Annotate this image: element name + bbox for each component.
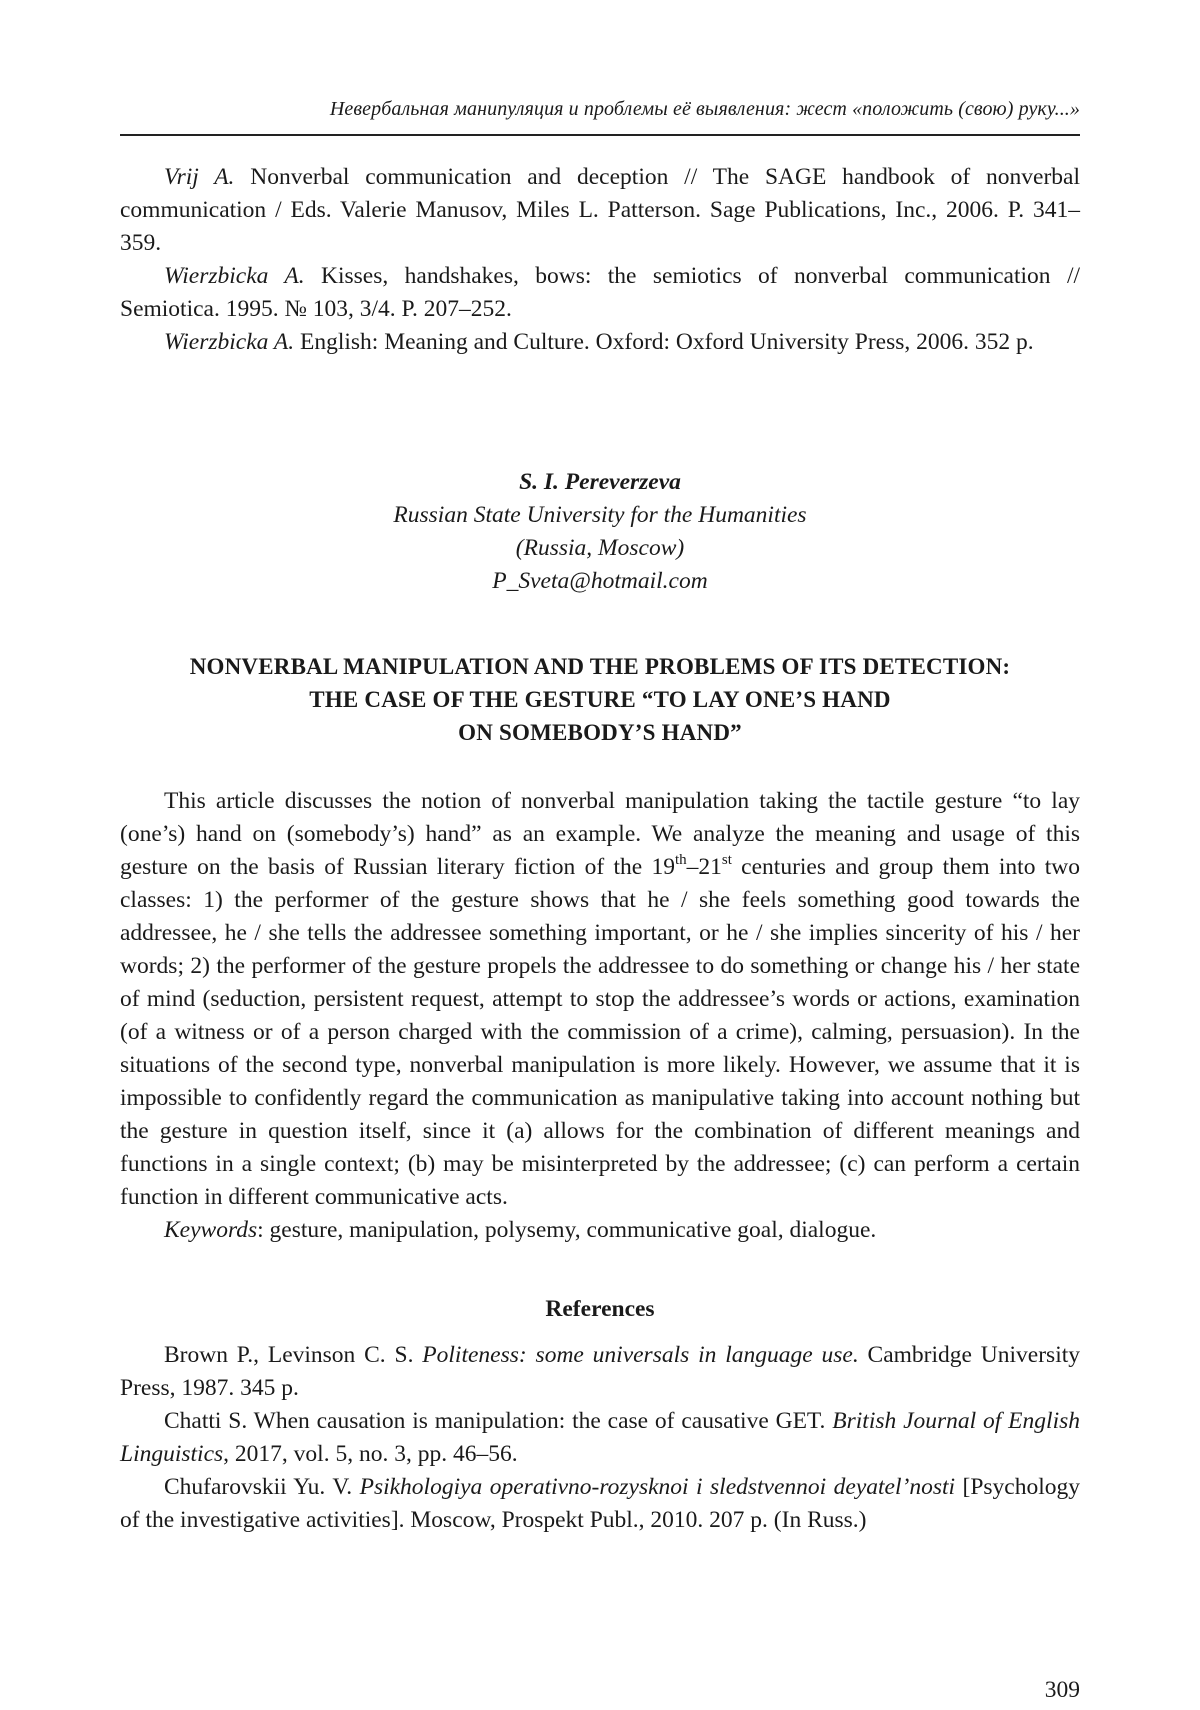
abstract [120,785,1080,1247]
author-institution: Russian State University for the Humanities [393,502,807,528]
author-name: S. I. Pereverzeva [519,469,681,495]
reference-author: Wierzbicka A. [164,263,305,289]
page-number: 309 [1044,1677,1080,1703]
abstract-text: –21 [686,854,722,880]
title-line: THE CASE OF THE GESTURE “TO LAY ONE’S HAND [309,687,891,712]
reference-text: English: Meaning and Culture. Oxford: Oxford University Press, 2006. 352 p. [294,329,1034,355]
reference-author: Vrij A. [164,164,235,190]
reference-text: , 2017, vol. 5, no. 3, pp. 46–56. [223,1441,518,1467]
reference-item [120,326,1080,359]
references-list [120,1339,1080,1537]
reference-text: Brown P., Levinson C. S. [164,1342,423,1368]
running-header: Невербальная манипуляция и проблемы её выявления: жест «положить (свою) руку...» [329,98,1080,120]
title-line: ON SOMEBODY’S HAND” [458,720,742,745]
keywords [120,1214,1080,1247]
reference-item [120,1471,1080,1537]
keywords-text: : gesture, manipulation, polysemy, communicative goal, dialogue. [257,1217,877,1243]
superscript: th [674,852,687,869]
superscript: st [721,852,732,869]
header-divider [120,134,1080,136]
title-line: NONVERBAL MANIPULATION AND THE PROBLEMS OF ITS DETECTION: [189,654,1011,679]
reference-text: [Psychology of the investigative activities]. Moscow, Prospekt Publ., 2010. 207 p. (In Russ.) [120,1474,1081,1533]
author-location: (Russia, Moscow) [515,535,685,561]
reference-text: Nonverbal communication and deception // The SAGE handbook of nonverbal communication / Eds. Valerie Manusov, Miles L. Patterson. Sage Publications, Inc., 2006. P. 341–359. [120,164,1080,256]
reference-item [120,161,1080,260]
reference-title: Psikhologiya operativno-rozysknoi i sledstvennoi deyatel’nosti [359,1474,956,1500]
reference-title: British Journal of English Linguistics [120,1408,1080,1467]
author-block [120,466,1080,598]
abstract-text: This article discusses the notion of nonverbal manipulation taking the tactile gesture “to lay (one’s) hand on (somebody’s) hand” as an example. We analyze the meaning and usage of this gesture on the basis of Russian literary fiction of the 19 [120,788,1080,880]
reference-item [120,260,1080,326]
reference-text: Kisses, handshakes, bows: the semiotics of nonverbal communication // Semiotica. 1995. № 103, 3/4. P. 207–252. [120,263,1080,322]
reference-item [120,1405,1080,1471]
abstract-text: centuries and group them into two classes: 1) the performer of the gesture shows that he / she feels something good towards the addressee, he / she tells the addressee something important, or he / she implies sincerity of his / her words; 2) the performer of the gesture propels the addressee to do something or change his / her state of mind (seduction, persistent request, attempt to stop the addressee’s words or actions, examination (of a witness or of a person charged with the commission of a crime), calming, persuasion). In the situations of the second type, nonverbal manipulation is more likely. However, we assume that it is impossible to confidently regard the communication as manipulative taking into account nothing but the gesture in question itself, since it (a) allows for the combination of different meanings and functions in a single context; (b) may be misinterpreted by the addressee; (c) can perform a certain function in different communicative acts. [120,854,1080,1210]
author-email[interactable]: P_Sveta@hotmail.com [492,568,708,594]
reference-author: Wierzbicka A. [164,329,295,355]
reference-text: Chatti S. When causation is manipulation: the case of causative GET. [164,1408,833,1434]
reference-text: Chufarovskii Yu. V. [164,1474,360,1500]
article-title [120,650,1080,749]
abstract-paragraph [120,785,1080,1214]
reference-title: Politeness: some universals in language use. [422,1342,859,1368]
reference-text: Cambridge University Press, 1987. 345 p. [120,1342,1081,1401]
page [120,0,1080,1710]
keywords-label: Keywords [164,1217,258,1243]
references-heading: References [545,1296,655,1322]
reference-item [120,1339,1080,1405]
top-references [120,161,1080,359]
